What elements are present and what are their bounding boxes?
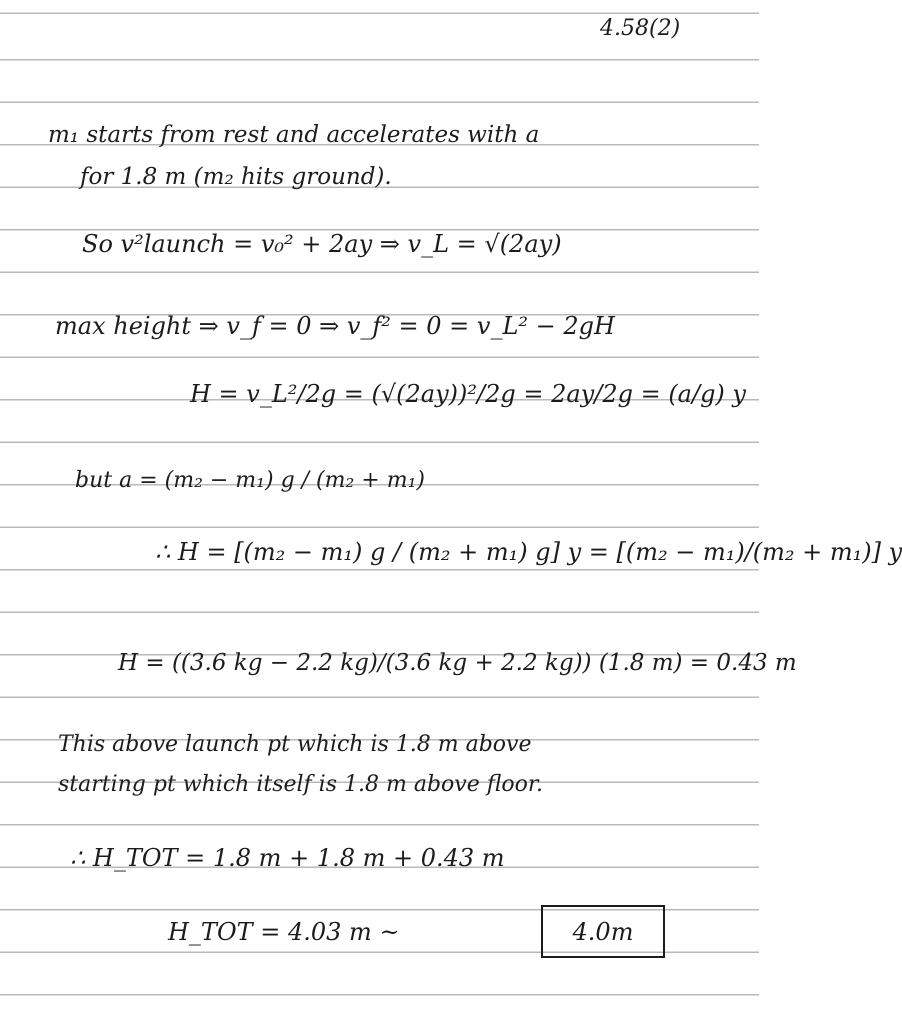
text-line-9: This above launch pt which is 1.8 m above [58, 732, 532, 757]
equation-height-masses: ∴ H = [(m₂ − m₁) g / (m₂ + m₁) g] y = [(m₂ − m₁)/(m₂ + m₁)] y [155, 538, 902, 566]
text-line-1: m₁ starts from rest and accelerates with a [48, 122, 540, 148]
equation-launch-velocity: So v²launch = v₀² + 2ay ⇒ v_L = √(2ay) [82, 230, 562, 258]
problem-reference: 4.58(2) [600, 16, 681, 41]
equation-total-height-result: H_TOT = 4.03 m ~ [168, 918, 400, 946]
text-line-10: starting pt which itself is 1.8 m above floor. [58, 772, 543, 797]
equation-max-height-condition: max height ⇒ v_f = 0 ⇒ v_f² = 0 = v_L² − 2gH [55, 312, 615, 340]
text-line-2: for 1.8 m (m₂ hits ground). [80, 164, 392, 190]
equation-height-derivation: H = v_L²/2g = (√(2ay))²/2g = 2ay/2g = (a/g) y [190, 380, 746, 408]
equation-acceleration: but a = (m₂ − m₁) g / (m₂ + m₁) [75, 468, 425, 493]
equation-total-height-sum: ∴ H_TOT = 1.8 m + 1.8 m + 0.43 m [70, 844, 505, 872]
boxed-final-answer: 4.0m [541, 905, 665, 958]
equation-height-numeric: H = ((3.6 kg − 2.2 kg)/(3.6 kg + 2.2 kg)) (1.8 m) = 0.43 m [118, 650, 797, 676]
